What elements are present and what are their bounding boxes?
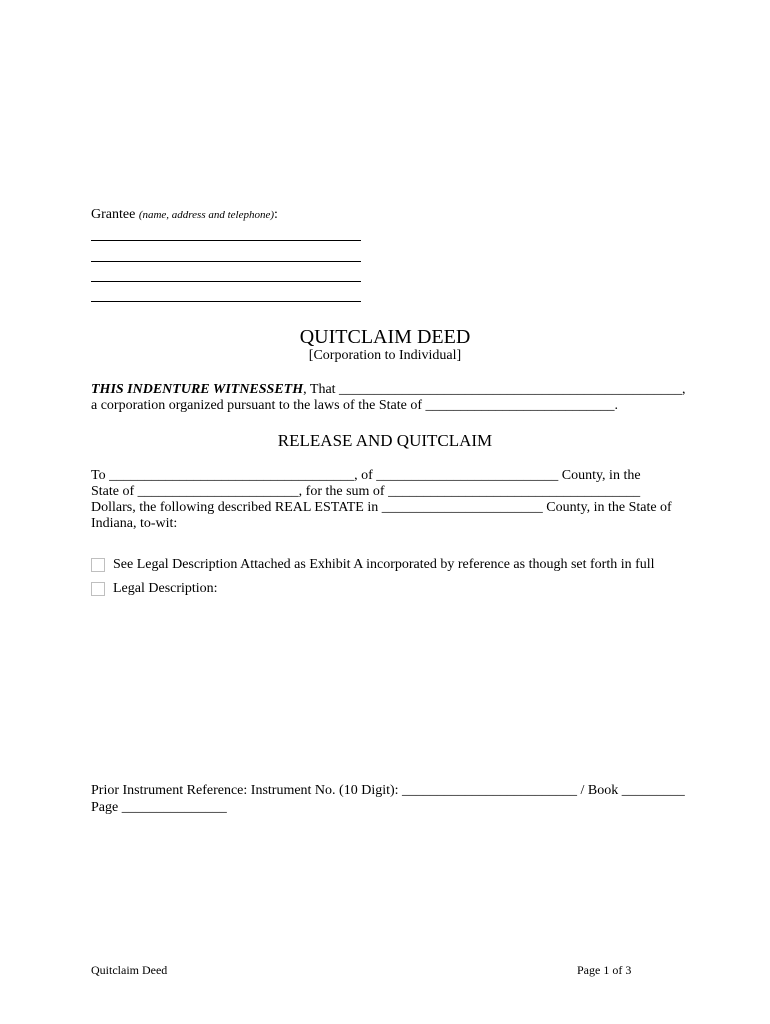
grantee-line-1[interactable] <box>91 240 361 241</box>
indenture-line-1: THIS INDENTURE WITNESSETH, That _________________________________________________, <box>91 382 686 397</box>
to-line-3: Dollars, the following described REAL ESTATE in _______________________ County, in the State of <box>91 500 672 515</box>
legal-description-checkbox[interactable] <box>91 582 105 596</box>
exhibit-checkbox-label: See Legal Description Attached as Exhibit A incorporated by reference as though set forth in full <box>113 557 655 572</box>
document-subtitle: [Corporation to Individual] <box>308 348 462 363</box>
checkbox-row-legal <box>91 581 218 597</box>
indenture-bold: THIS INDENTURE WITNESSETH <box>91 382 304 397</box>
to-line-2: State of _______________________, for the sum of ____________________________________ <box>91 484 641 499</box>
to-line-4: Indiana, to-wit: <box>91 516 178 531</box>
footer-left: Quitclaim Deed <box>91 963 168 977</box>
footer-page-number: Page 1 of 3 <box>577 963 632 977</box>
to-line-1: To ___________________________________, of __________________________ County, in the <box>91 468 641 483</box>
grantee-line-2[interactable] <box>91 261 361 262</box>
grantee-line-4[interactable] <box>91 301 361 302</box>
release-heading: RELEASE AND QUITCLAIM <box>277 431 493 450</box>
indenture-line-2: a corporation organized pursuant to the laws of the State of ___________________________. <box>91 398 618 413</box>
document-title: QUITCLAIM DEED <box>299 326 471 348</box>
grantee-note: (name, address and telephone) <box>138 209 275 221</box>
prior-instrument-line-1: Prior Instrument Reference: Instrument No. (10 Digit): _________________________ / Book _________ <box>91 783 685 798</box>
exhibit-checkbox[interactable] <box>91 558 105 572</box>
grantee-label: Grantee (name, address and telephone): <box>91 207 278 222</box>
checkbox-row-exhibit <box>91 557 655 573</box>
grantee-line-3[interactable] <box>91 281 361 282</box>
legal-description-label: Legal Description: <box>113 581 218 596</box>
prior-instrument-line-2: Page _______________ <box>91 800 227 815</box>
